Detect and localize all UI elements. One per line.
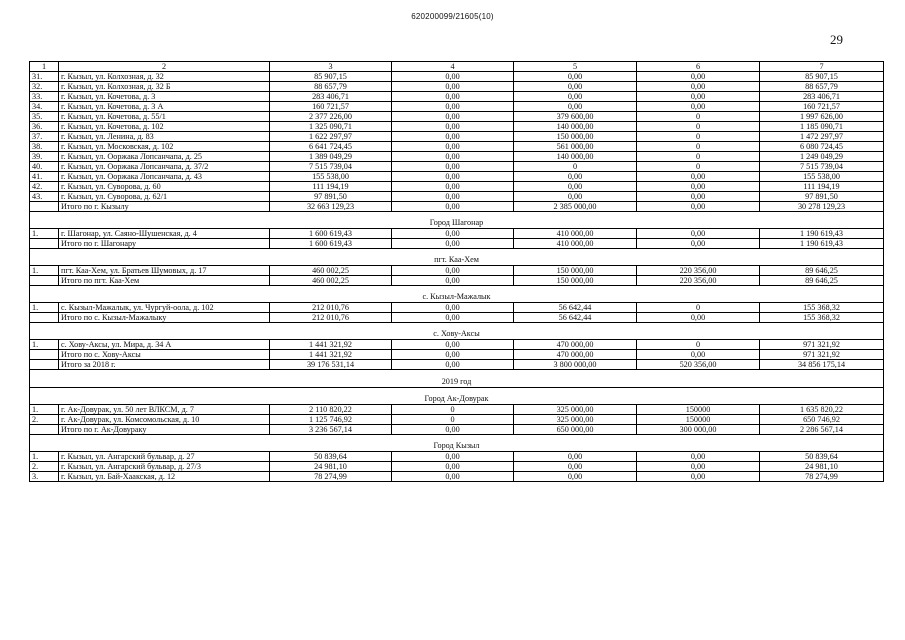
table-row: [30, 172, 884, 182]
col6-cell: 150000: [637, 405, 760, 415]
col5-cell: 150 000,00: [514, 266, 637, 276]
table-row: [30, 340, 884, 350]
total-cost-cell: 212 010,76: [270, 313, 392, 323]
col4-cell: 0,00: [392, 303, 514, 313]
col4-cell: 0,00: [392, 122, 514, 132]
row-number-cell: 43.: [30, 192, 59, 202]
total-cost-cell: 155 538,00: [270, 172, 392, 182]
total-cost-cell: 1 325 090,71: [270, 122, 392, 132]
total-cost-cell: 1 125 746,92: [270, 415, 392, 425]
row-number-cell: [30, 350, 59, 360]
address-cell: г. Ак-Довурак, ул. Комсомольская, д. 10: [59, 415, 270, 425]
table-row: [30, 415, 884, 425]
address-cell: с. Хову-Аксы, ул. Мира, д. 34 А: [59, 340, 270, 350]
address-cell: Итого по г. Шагонару: [59, 239, 270, 249]
row-number-cell: 41.: [30, 172, 59, 182]
address-cell: Итого по г. Ак-Довураку: [59, 425, 270, 435]
balance-cell: 30 278 129,23: [760, 202, 884, 212]
col4-cell: 0,00: [392, 92, 514, 102]
col5-cell: 0,00: [514, 172, 637, 182]
col5-cell: 0,00: [514, 92, 637, 102]
col6-cell: 0,00: [637, 192, 760, 202]
total-cost-cell: 1 600 619,43: [270, 239, 392, 249]
col5-cell: 0,00: [514, 192, 637, 202]
table-row: [30, 162, 884, 172]
address-cell: г. Кызыл, ул. Московская, д. 102: [59, 142, 270, 152]
total-cost-cell: 460 002,25: [270, 276, 392, 286]
row-number-cell: 35.: [30, 112, 59, 122]
balance-cell: 89 646,25: [760, 276, 884, 286]
col4-cell: 0,00: [392, 142, 514, 152]
col5-cell: 325 000,00: [514, 415, 637, 425]
col6-cell: 150000: [637, 415, 760, 425]
table-row: [30, 122, 884, 132]
balance-cell: 2 286 567,14: [760, 425, 884, 435]
year-header-row: [30, 370, 884, 388]
row-number-cell: 36.: [30, 122, 59, 132]
col5-cell: 3 800 000,00: [514, 360, 637, 370]
col5-cell: 470 000,00: [514, 350, 637, 360]
col5-cell: 140 000,00: [514, 122, 637, 132]
subtotal-row: [30, 276, 884, 286]
balance-cell: 155 368,32: [760, 303, 884, 313]
col4-cell: 0,00: [392, 202, 514, 212]
table-row: [30, 142, 884, 152]
row-number-cell: 1.: [30, 229, 59, 239]
total-cost-cell: 212 010,76: [270, 303, 392, 313]
total-cost-cell: 1 600 619,43: [270, 229, 392, 239]
col4-cell: 0,00: [392, 132, 514, 142]
balance-cell: 160 721,57: [760, 102, 884, 112]
subtotal-row: [30, 313, 884, 323]
col6-cell: 0,00: [637, 472, 760, 482]
col5-cell: 0: [514, 162, 637, 172]
total-cost-cell: 24 981,10: [270, 462, 392, 472]
col5-cell: 2 385 000,00: [514, 202, 637, 212]
col6-cell: 0: [637, 132, 760, 142]
balance-cell: 155 368,32: [760, 313, 884, 323]
col6-cell: 0,00: [637, 202, 760, 212]
col6-cell: 0,00: [637, 72, 760, 82]
row-number-cell: [30, 202, 59, 212]
row-number-cell: 40.: [30, 162, 59, 172]
address-cell: с. Кызыл-Мажалык, ул. Чургуй-оола, д. 102: [59, 303, 270, 313]
col4-cell: 0,00: [392, 452, 514, 462]
total-cost-cell: 111 194,19: [270, 182, 392, 192]
row-number-cell: [30, 313, 59, 323]
total-cost-cell: 283 406,71: [270, 92, 392, 102]
document-id: 620200099/21605(10): [411, 12, 494, 21]
row-number-cell: [30, 425, 59, 435]
table-row: [30, 102, 884, 112]
col6-cell: 0,00: [637, 102, 760, 112]
table-row: [30, 229, 884, 239]
total-cost-cell: 1 441 321,92: [270, 340, 392, 350]
column-number-row: [30, 62, 884, 72]
col5-cell: 56 642,44: [514, 313, 637, 323]
section-header-row: [30, 388, 884, 405]
address-cell: г. Кызыл, ул. Суворова, д. 62/1: [59, 192, 270, 202]
col6-cell: 220 356,00: [637, 276, 760, 286]
row-number-cell: 39.: [30, 152, 59, 162]
section-title: Город Кызыл: [30, 435, 884, 452]
col4-cell: 0,00: [392, 313, 514, 323]
address-cell: г. Кызыл, ул. Кочетова, д. 3 А: [59, 102, 270, 112]
section-header-row: [30, 212, 884, 229]
address-cell: Итого за 2018 г.: [59, 360, 270, 370]
balance-cell: 34 856 175,14: [760, 360, 884, 370]
total-cost-cell: 1 389 049,29: [270, 152, 392, 162]
balance-cell: 97 891,50: [760, 192, 884, 202]
table-row: [30, 112, 884, 122]
col6-cell: 0,00: [637, 172, 760, 182]
balance-cell: 50 839,64: [760, 452, 884, 462]
col6-cell: 0,00: [637, 92, 760, 102]
total-cost-cell: 7 515 739,04: [270, 162, 392, 172]
address-cell: г. Шагонар, ул. Саяно-Шушенская, д. 4: [59, 229, 270, 239]
address-cell: г. Кызыл, ул. Ооржака Лопсанчапа, д. 37/2: [59, 162, 270, 172]
row-number-cell: 32.: [30, 82, 59, 92]
column-number-cell: 5: [514, 62, 637, 72]
col4-cell: 0: [392, 415, 514, 425]
col4-cell: 0,00: [392, 72, 514, 82]
balance-cell: 1 185 090,71: [760, 122, 884, 132]
col5-cell: 0,00: [514, 452, 637, 462]
section-title: Город Ак-Довурак: [30, 388, 884, 405]
address-cell: г. Кызыл, ул. Кочетова, д. 3: [59, 92, 270, 102]
row-number-cell: [30, 239, 59, 249]
col4-cell: 0,00: [392, 472, 514, 482]
col4-cell: 0,00: [392, 182, 514, 192]
col5-cell: 150 000,00: [514, 132, 637, 142]
table-row: [30, 303, 884, 313]
col6-cell: 220 356,00: [637, 266, 760, 276]
total-cost-cell: 2 110 820,22: [270, 405, 392, 415]
col4-cell: 0,00: [392, 82, 514, 92]
section-header-row: [30, 435, 884, 452]
col6-cell: 0,00: [637, 452, 760, 462]
table-row: [30, 132, 884, 142]
col5-cell: 0,00: [514, 102, 637, 112]
row-number-cell: 1.: [30, 340, 59, 350]
col6-cell: 0,00: [637, 239, 760, 249]
column-number-cell: 7: [760, 62, 884, 72]
row-number-cell: 2.: [30, 462, 59, 472]
row-number-cell: 34.: [30, 102, 59, 112]
address-cell: г. Кызыл, ул. Ангарский бульвар, д. 27: [59, 452, 270, 462]
section-title: с. Кызыл-Мажалык: [30, 286, 884, 303]
col5-cell: 0,00: [514, 472, 637, 482]
address-cell: Итого по с. Кызыл-Мажалыку: [59, 313, 270, 323]
section-title: 2019 год: [30, 370, 884, 388]
table-row: [30, 82, 884, 92]
col6-cell: 0: [637, 122, 760, 132]
col5-cell: 0,00: [514, 182, 637, 192]
col4-cell: 0,00: [392, 266, 514, 276]
table-row: [30, 472, 884, 482]
row-number-cell: 31.: [30, 72, 59, 82]
col5-cell: 325 000,00: [514, 405, 637, 415]
balance-cell: 971 321,92: [760, 350, 884, 360]
total-cost-cell: 460 002,25: [270, 266, 392, 276]
col5-cell: 140 000,00: [514, 152, 637, 162]
balance-cell: 283 406,71: [760, 92, 884, 102]
subtotal-row: [30, 350, 884, 360]
col5-cell: 410 000,00: [514, 239, 637, 249]
subtotal-row: [30, 202, 884, 212]
row-number-cell: 1.: [30, 303, 59, 313]
balance-cell: 111 194,19: [760, 182, 884, 192]
col6-cell: 0: [637, 340, 760, 350]
balance-cell: 1 249 049,29: [760, 152, 884, 162]
column-number-cell: 2: [59, 62, 270, 72]
total-cost-cell: 97 891,50: [270, 192, 392, 202]
col6-cell: 0,00: [637, 82, 760, 92]
address-cell: г. Кызыл, ул. Колхозная, д. 32 Б: [59, 82, 270, 92]
balance-cell: 7 515 739,04: [760, 162, 884, 172]
section-title: пгт. Каа-Хем: [30, 249, 884, 266]
col4-cell: 0,00: [392, 340, 514, 350]
col4-cell: 0,00: [392, 102, 514, 112]
total-cost-cell: 88 657,79: [270, 82, 392, 92]
col5-cell: 0,00: [514, 82, 637, 92]
balance-cell: 650 746,92: [760, 415, 884, 425]
col5-cell: 379 600,00: [514, 112, 637, 122]
row-number-cell: [30, 276, 59, 286]
section-header-row: [30, 323, 884, 340]
table-row: [30, 72, 884, 82]
address-cell: г. Ак-Довурак, ул. 50 лет ВЛКСМ, д. 7: [59, 405, 270, 415]
col4-cell: 0,00: [392, 350, 514, 360]
col4-cell: 0: [392, 405, 514, 415]
col6-cell: 520 356,00: [637, 360, 760, 370]
balance-cell: 1 190 619,43: [760, 239, 884, 249]
col6-cell: 0: [637, 142, 760, 152]
address-cell: г. Кызыл, ул. Суворова, д. 60: [59, 182, 270, 192]
balance-cell: 1 635 820,22: [760, 405, 884, 415]
balance-cell: 6 080 724,45: [760, 142, 884, 152]
col5-cell: 410 000,00: [514, 229, 637, 239]
balance-cell: 1 997 626,00: [760, 112, 884, 122]
row-number-cell: [30, 360, 59, 370]
address-cell: г. Кызыл, ул. Ленина, д. 83: [59, 132, 270, 142]
col6-cell: 0,00: [637, 313, 760, 323]
col4-cell: 0,00: [392, 192, 514, 202]
total-cost-cell: 1 441 321,92: [270, 350, 392, 360]
address-cell: г. Кызыл, ул. Ооржака Лопсанчапа, д. 25: [59, 152, 270, 162]
col4-cell: 0,00: [392, 229, 514, 239]
col6-cell: 0: [637, 152, 760, 162]
column-number-cell: 4: [392, 62, 514, 72]
address-cell: г. Кызыл, ул. Ангарский бульвар, д. 27/3: [59, 462, 270, 472]
balance-cell: 78 274,99: [760, 472, 884, 482]
row-number-cell: 1.: [30, 266, 59, 276]
col4-cell: 0,00: [392, 360, 514, 370]
table-row: [30, 405, 884, 415]
col6-cell: 0: [637, 303, 760, 313]
section-header-row: [30, 249, 884, 266]
col6-cell: 0,00: [637, 350, 760, 360]
register-table-body: [30, 62, 884, 482]
total-cost-cell: 32 663 129,23: [270, 202, 392, 212]
col5-cell: 470 000,00: [514, 340, 637, 350]
address-cell: Итого по с. Хову-Аксы: [59, 350, 270, 360]
column-number-cell: 3: [270, 62, 392, 72]
col4-cell: 0,00: [392, 462, 514, 472]
address-cell: пгт. Каа-Хем, ул. Братьев Шумовых, д. 17: [59, 266, 270, 276]
balance-cell: 1 190 619,43: [760, 229, 884, 239]
col6-cell: 0: [637, 112, 760, 122]
row-number-cell: 42.: [30, 182, 59, 192]
col4-cell: 0,00: [392, 276, 514, 286]
total-cost-cell: 6 641 724,45: [270, 142, 392, 152]
row-number-cell: 1.: [30, 452, 59, 462]
address-cell: г. Кызыл, ул. Кочетова, д. 102: [59, 122, 270, 132]
subtotal-row: [30, 239, 884, 249]
section-title: с. Хову-Аксы: [30, 323, 884, 340]
col4-cell: 0,00: [392, 162, 514, 172]
col5-cell: 0,00: [514, 72, 637, 82]
total-cost-cell: 78 274,99: [270, 472, 392, 482]
balance-cell: 85 907,15: [760, 72, 884, 82]
col4-cell: 0,00: [392, 172, 514, 182]
col4-cell: 0,00: [392, 112, 514, 122]
col6-cell: 0: [637, 162, 760, 172]
page-number: 29: [830, 32, 843, 47]
address-cell: Итого по г. Кызылу: [59, 202, 270, 212]
subtotal-row: [30, 360, 884, 370]
col6-cell: 0,00: [637, 229, 760, 239]
balance-cell: 971 321,92: [760, 340, 884, 350]
table-row: [30, 152, 884, 162]
address-cell: г. Кызыл, ул. Ооржака Лопсанчапа, д. 43: [59, 172, 270, 182]
total-cost-cell: 1 622 297,97: [270, 132, 392, 142]
address-cell: г. Кызыл, ул. Кочетова, д. 55/1: [59, 112, 270, 122]
balance-cell: 88 657,79: [760, 82, 884, 92]
section-header-row: [30, 286, 884, 303]
balance-cell: 24 981,10: [760, 462, 884, 472]
address-cell: Итого по пгт. Каа-Хем: [59, 276, 270, 286]
col4-cell: 0,00: [392, 239, 514, 249]
row-number-cell: 33.: [30, 92, 59, 102]
total-cost-cell: 3 236 567,14: [270, 425, 392, 435]
col5-cell: 0,00: [514, 462, 637, 472]
table-row: [30, 462, 884, 472]
row-number-cell: 37.: [30, 132, 59, 142]
subtotal-row: [30, 425, 884, 435]
col5-cell: 561 000,00: [514, 142, 637, 152]
total-cost-cell: 160 721,57: [270, 102, 392, 112]
total-cost-cell: 85 907,15: [270, 72, 392, 82]
section-title: Город Шагонар: [30, 212, 884, 229]
table-row: [30, 192, 884, 202]
table-row: [30, 266, 884, 276]
address-cell: г. Кызыл, ул. Бай-Хаакская, д. 12: [59, 472, 270, 482]
balance-cell: 1 472 297,97: [760, 132, 884, 142]
column-number-cell: 1: [30, 62, 59, 72]
col5-cell: 650 000,00: [514, 425, 637, 435]
col5-cell: 56 642,44: [514, 303, 637, 313]
column-number-cell: 6: [637, 62, 760, 72]
balance-cell: 89 646,25: [760, 266, 884, 276]
table-row: [30, 92, 884, 102]
row-number-cell: 1.: [30, 405, 59, 415]
total-cost-cell: 50 839,64: [270, 452, 392, 462]
balance-cell: 155 538,00: [760, 172, 884, 182]
table-row: [30, 182, 884, 192]
total-cost-cell: 39 176 531,14: [270, 360, 392, 370]
total-cost-cell: 2 377 226,00: [270, 112, 392, 122]
col4-cell: 0,00: [392, 425, 514, 435]
table-row: [30, 452, 884, 462]
register-table: [29, 61, 884, 482]
row-number-cell: 38.: [30, 142, 59, 152]
col5-cell: 150 000,00: [514, 276, 637, 286]
row-number-cell: 3.: [30, 472, 59, 482]
col6-cell: 0,00: [637, 462, 760, 472]
col6-cell: 0,00: [637, 182, 760, 192]
address-cell: г. Кызыл, ул. Колхозная, д. 32: [59, 72, 270, 82]
row-number-cell: 2.: [30, 415, 59, 425]
col6-cell: 300 000,00: [637, 425, 760, 435]
col4-cell: 0,00: [392, 152, 514, 162]
